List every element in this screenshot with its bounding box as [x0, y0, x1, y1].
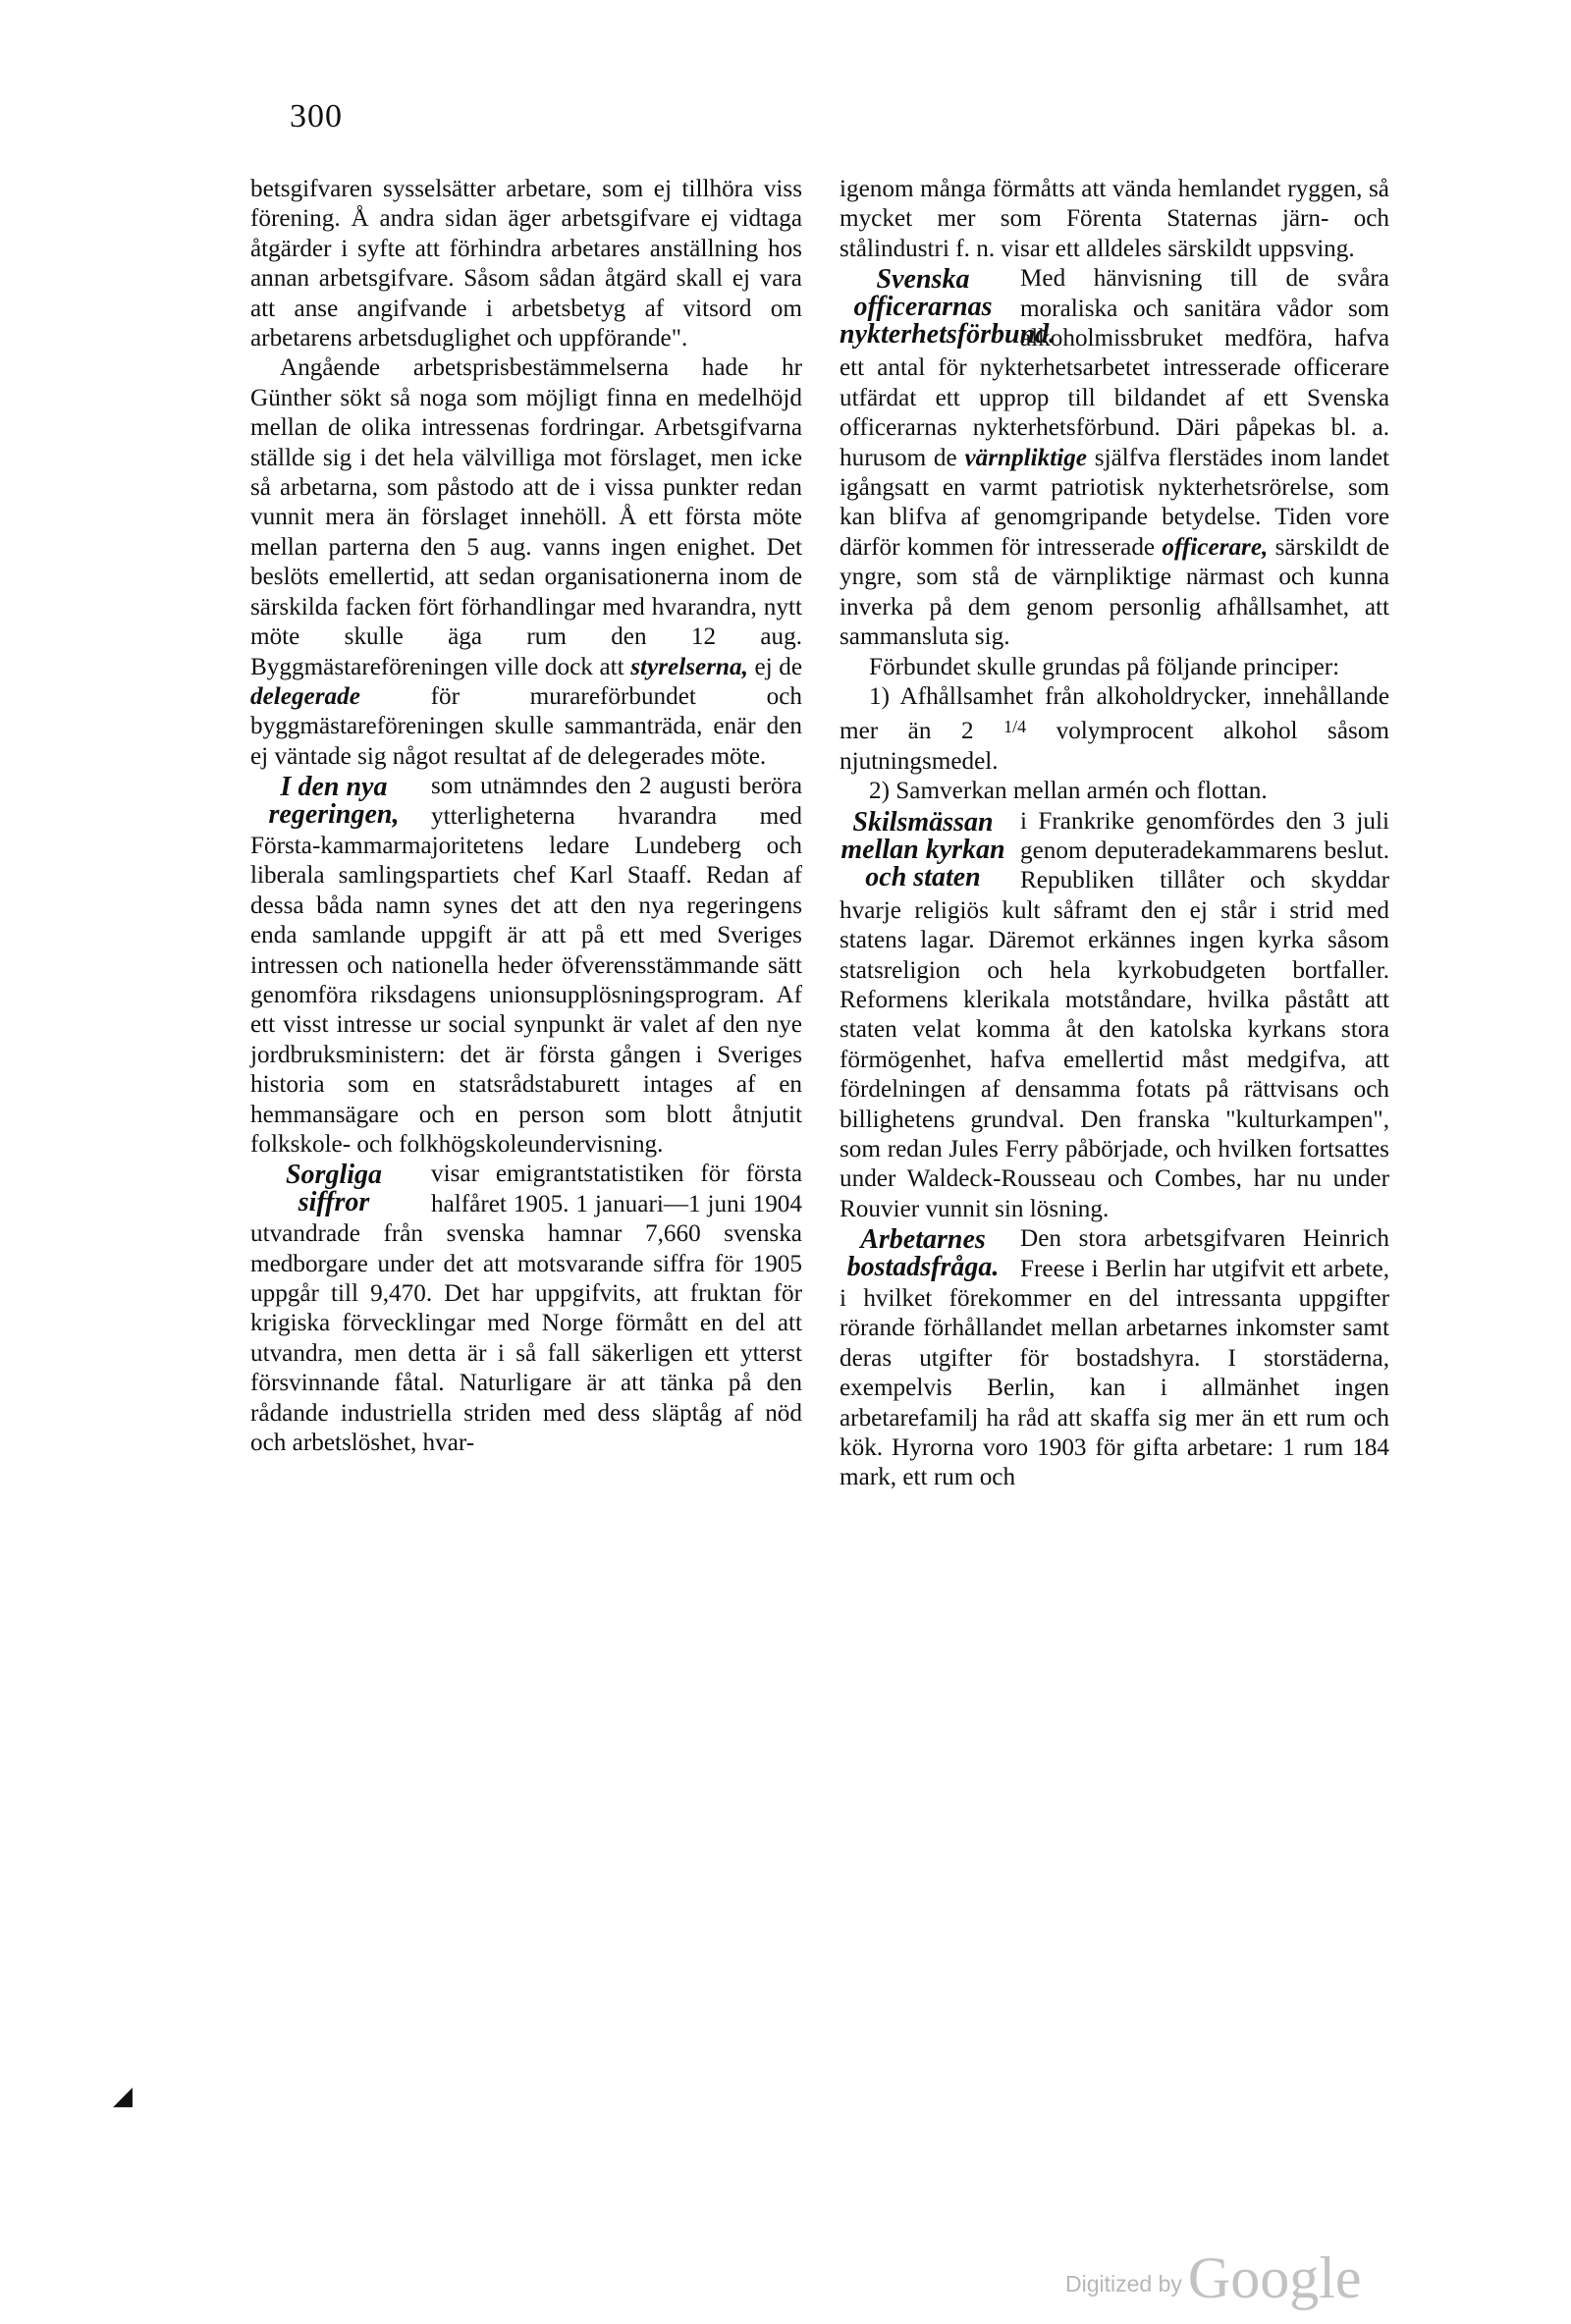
- paragraph: [250, 353, 802, 772]
- paragraph-text: 1) Afhållsamhet från alkoholdrycker, innehållande mer än 2: [840, 682, 1389, 745]
- paragraph-text: Angående arbetsprisbestämmelserna hade hr Günther sökt så noga som möjligt finna en medelhöjd mellan de olika intressenas fordringar. Arbetsgifvarna ställde sig i det hela välvilliga mot förslaget, men icke så arbetarna, som påstodo att de i vissa punkter redan vunnit mera än förslaget innehöll. Å ett första möte mellan parterna den 5 aug. vanns ingen enighet. Det beslöts emellertid, att sedan organisationerna inom de särskilda facken fört förhandlingar med hvarandra, nytt möte skulle äga rum den 12 aug. Byggmästareföreningen ville dock att: [250, 354, 802, 680]
- paragraph: i Frankrike genomfördes den 3 juli genom deputeradekammarens beslut. Republiken tillåter och skyddar hvarje religiös kult såframt den ej står i strid med statens lagar. Däremot erkännes ingen kyrka såsom statsreligion och hela kyrkobudgeten bortfaller. Reformens klerikala motståndare, hvilka påstått att staten velat komma åt den katolska kyrkans stora förmögenhet, hafva emellertid måst medgifva, att fördelningen af densamma fotats på rättvisans och billighetens grundval. Den franska "kulturkampen", som redan Jules Ferry påbörjade, och hvilken fortsattes under Waldeck-Rousseau och Combes, har nu under Rouvier vunnit sin lösning.: [840, 807, 1389, 1222]
- margin-heading: Svenska officerarnas nykterhetsförbund.: [840, 264, 1056, 351]
- paragraph: visar emigrantstatistiken för första halfåret 1905. 1 januari—1 juni 1904 utvandrade från svenska hamnar 7,660 svenska medborgare under det att motsvarande siffra för 1905 uppgår till 9,470. Det har uppgifvits, att fruktan för krigiska förvecklingar med Norge förmått en del att utvandra, men detta är i så fall säkerligen ett ytterst försvinnande fåtal. Naturligare är att tänka på den rådande industriella striden med dess släptåg af nöd och arbetslöshet, hvar-: [250, 1161, 802, 1457]
- paragraph: som utnämndes den 2 augusti beröra ytterligheterna hvarandra med Första-kammarmajoritetens ledare Lundeberg och liberala samlingspartiets chef Karl Staaff. Redan af dessa båda namn synes det att den nya regeringens enda samlande uppgift är att på ett med Sveriges intressen och nationella heder öfverensstämmande sätt genomföra riksdagens unionsupplösningsprogram. Af ett visst intresse ur social synpunkt är valet af den nye jordbruksministern: det är första gången i Sveriges historia som en statsrådstaburett intages af en hemmansägare och en person som blott åtnjutit folkskole- och folkhögskoleundervisning.: [250, 773, 802, 1158]
- margin-heading: Skilsmässan mellan kyrkan och staten: [840, 806, 1005, 892]
- emphasis: värnpliktige: [964, 444, 1087, 471]
- google-logo: Google: [1187, 2245, 1362, 2310]
- paragraph-text: Med hänvisning till de svåra moraliska och sanitära vådor som alkoholmissbruket medföra, hafva ett antal för nykterhetsarbetet intresserade officerare utfärdat ett upprop till bildandet af ett Svenska officerarnas nykterhetsförbund. Däri påpekas bl. a. hurusom de: [840, 265, 1389, 471]
- margin-heading: I den nya regeringen,: [268, 772, 400, 831]
- paragraph: Förbundet skulle grundas på följande principer:: [869, 653, 1340, 680]
- paragraph-text: för murareförbundet och byggmästareföreningen skulle sammanträda, enär den ej väntade sig något resultat af de delegerades möte.: [250, 682, 802, 770]
- digitized-watermark: [1065, 2244, 1362, 2312]
- pointer-cursor-icon: ◢: [113, 2081, 133, 2110]
- paragraph-text: själfva flerstädes inom landet igångsatt en varmt patriotisk nykterhetsrörelse, som kan blifva af genomgripande betydelse. Tiden vore därför kommen för intresserade: [840, 444, 1390, 561]
- left-column: [250, 175, 802, 1458]
- paragraph: Den stora arbetsgifvaren Heinrich Freese i Berlin har utgifvit ett arbete, i hvilket förekommer en del intressanta uppgifter rörande förhållandet mellan arbetarnes inkomster samt deras utgifter för bostadshyra. I storstäderna, exempelvis Berlin, kan i allmänhet ingen arbetarefamilj ha råd att skaffa sig mer än ett rum och kök. Hyrorna voro 1903 för gifta arbetare: 1 rum 184 mark, ett rum och: [840, 1225, 1389, 1491]
- right-column: [840, 175, 1389, 1493]
- watermark-prefix: Digitized by: [1065, 2271, 1182, 2297]
- paragraph: [840, 682, 1389, 777]
- emphasis: delegerade: [250, 682, 360, 710]
- paragraph: 2) Samverkan mellan armén och flottan.: [869, 778, 1268, 805]
- emphasis: officerare,: [1162, 533, 1269, 561]
- paragraph: igenom många förmåtts att vända hemlandet ryggen, så mycket mer som Förenta Staternas järn- och stålindustri f. n. visar ett alldeles särskildt uppsving.: [840, 176, 1389, 262]
- margin-heading: Sorgliga siffror: [285, 1160, 383, 1218]
- paragraph-text: särskildt de yngre, som stå de värnpliktige närmast och kunna inverka på dem genom personlig afhållsamhet, att sammansluta sig.: [840, 533, 1389, 651]
- paragraph-text: ej de: [754, 653, 803, 680]
- paragraph: betsgifvaren sysselsätter arbetare, som ej tillhöra viss förening. Å andra sidan äger arbetsgifvare ej vidtaga åtgärder i syfte att förhindra arbetares anställning hos annan arbetsgifvare. Såsom sådan åtgärd skall ej vara att anse angifvande i arbetsbetyg af vitsord om arbetarens arbetsduglighet och uppförande".: [250, 176, 802, 352]
- page-number: 300: [290, 98, 343, 135]
- paragraph-text: volymprocent alkohol såsom njutningsmedel.: [840, 718, 1390, 775]
- margin-heading: Arbetarnes bostadsfråga.: [846, 1224, 1000, 1283]
- fraction: 1/4: [1003, 717, 1027, 737]
- emphasis: styrelserna,: [630, 653, 748, 680]
